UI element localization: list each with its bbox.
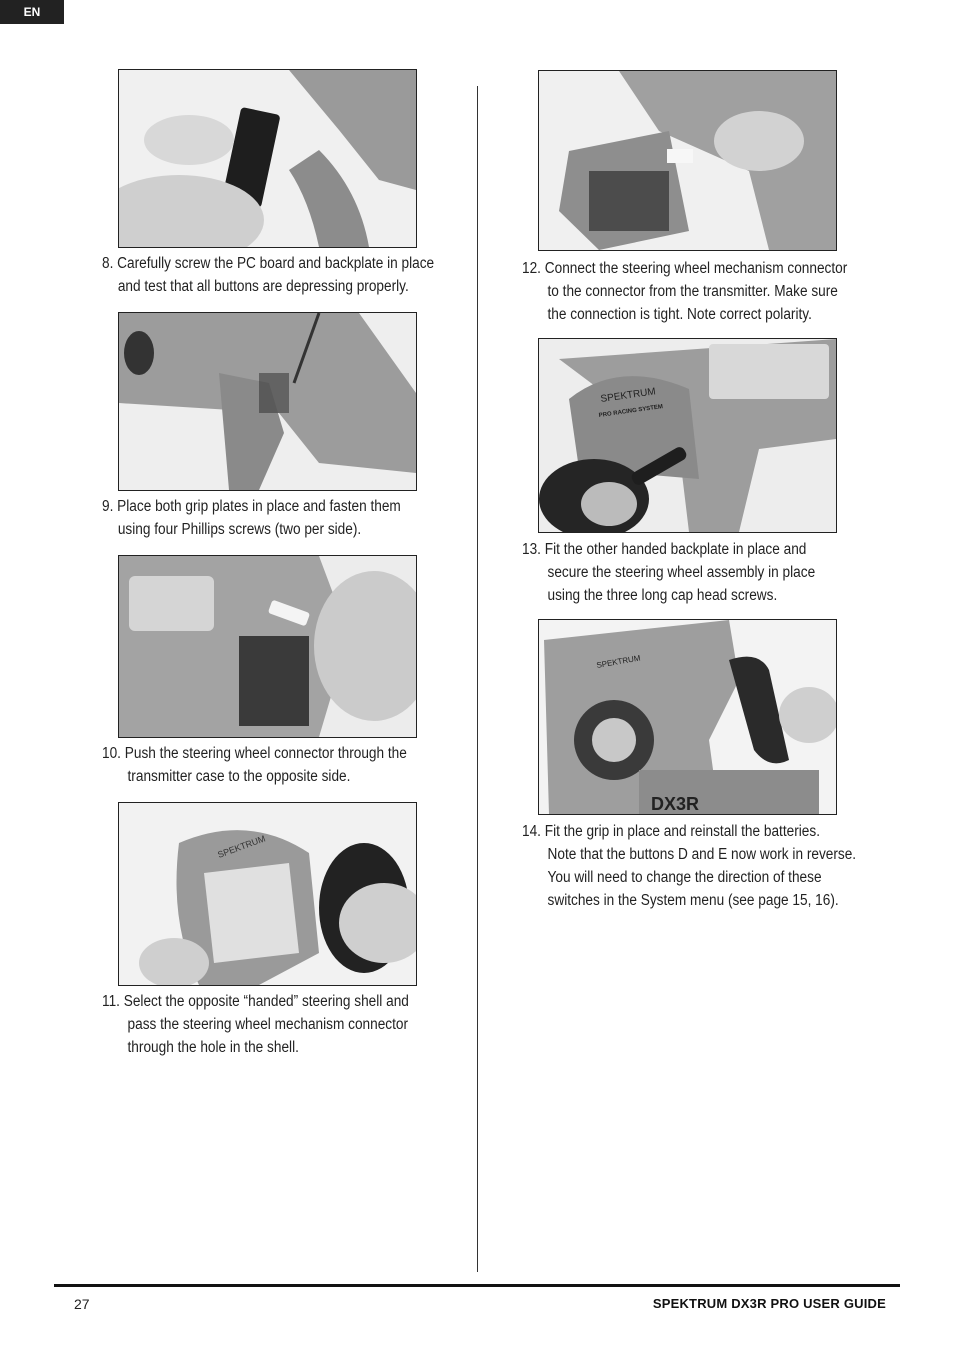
footer-rule	[54, 1284, 900, 1287]
photo-model-label: DX3R	[651, 794, 700, 814]
language-tab: EN	[0, 0, 64, 24]
step-9-caption	[102, 495, 401, 541]
step-14-caption	[522, 820, 856, 912]
step-text-line: transmitter case to the opposite side.	[127, 768, 351, 785]
step-13-photo	[538, 338, 837, 533]
step-11-photo	[118, 802, 417, 986]
photo-system-label: PRO RACING SYSTEM	[598, 404, 664, 419]
step-text-line: using the three long cap head screws.	[547, 587, 778, 604]
step-number: 14.	[522, 823, 541, 840]
step-text-line: Connect the steering wheel mechanism connector	[544, 260, 848, 277]
step-number: 11.	[102, 993, 120, 1010]
step-text-line: Carefully screw the PC board and backplate in place	[117, 255, 435, 272]
step-text-line: the connection is tight. Note correct polarity.	[547, 306, 812, 323]
step-text-line: through the hole in the shell.	[127, 1039, 299, 1056]
step-10-photo	[118, 555, 417, 738]
step-text-line: using four Phillips screws (two per side).	[117, 521, 362, 538]
step-number: 12.	[522, 260, 541, 277]
step-text-line: secure the steering wheel assembly in place	[547, 564, 816, 581]
page-number: 27	[74, 1296, 90, 1312]
step-number: 10.	[102, 745, 121, 762]
step-text-line: Note that the buttons D and E now work in reverse.	[547, 846, 857, 863]
step-14-photo	[538, 619, 837, 815]
step-text-line: Fit the grip in place and reinstall the batteries.	[544, 823, 821, 840]
photo-brand-label: SPEKTRUM	[599, 386, 657, 405]
photo-brand-label: SPEKTRUM	[216, 833, 267, 860]
step-8-caption	[102, 252, 434, 298]
step-number: 13.	[522, 541, 541, 558]
step-number: 9.	[102, 498, 114, 515]
step-8-photo	[118, 69, 417, 248]
step-10-caption	[102, 742, 407, 788]
step-11-caption	[102, 990, 409, 1059]
column-divider	[477, 86, 478, 1272]
step-9-photo	[118, 312, 417, 491]
step-text-line: to the connector from the transmitter. Make sure	[547, 283, 838, 300]
step-text-line: Push the steering wheel connector through the	[124, 745, 407, 762]
step-text-line: Fit the other handed backplate in place and	[544, 541, 807, 558]
step-text-line: and test that all buttons are depressing properly.	[117, 278, 409, 295]
step-text-line: pass the steering wheel mechanism connector	[127, 1016, 409, 1033]
guide-title: SPEKTRUM DX3R PRO USER GUIDE	[652, 1296, 886, 1311]
step-13-caption	[522, 538, 815, 607]
step-text-line: You will need to change the direction of these	[547, 869, 822, 886]
photo-brand-label: SPEKTRUM	[595, 653, 642, 670]
step-text-line: Place both grip plates in place and fasten them	[117, 498, 401, 515]
step-text-line: Select the opposite “handed” steering shell and	[123, 993, 409, 1010]
step-text-line: switches in the System menu (see page 15, 16).	[547, 892, 839, 909]
step-12-caption	[522, 257, 847, 326]
step-number: 8.	[102, 255, 114, 272]
step-12-photo	[538, 70, 837, 251]
